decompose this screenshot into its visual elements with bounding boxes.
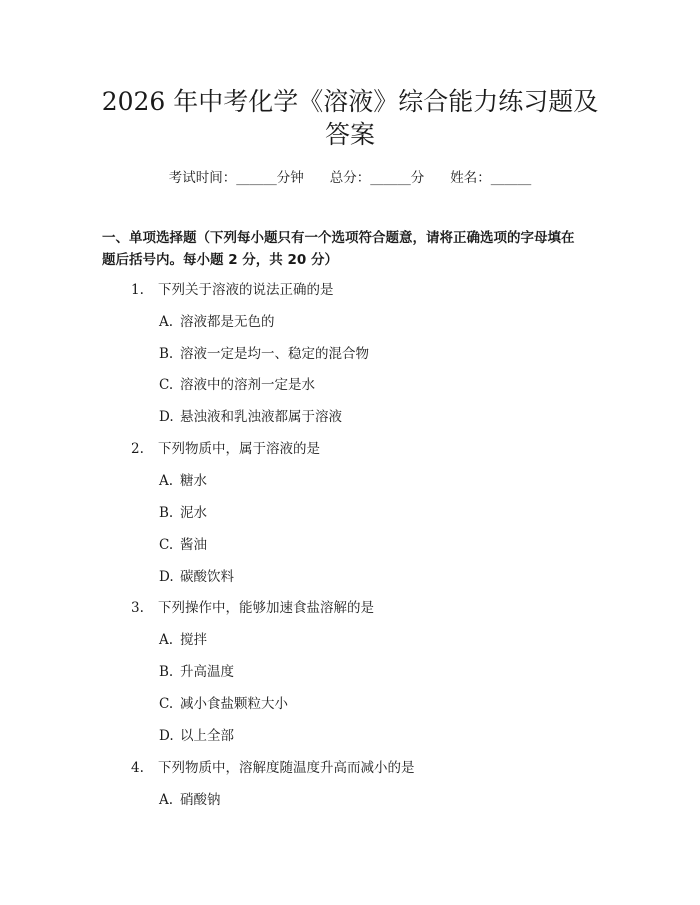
document-title-line-2: 答案 — [324, 120, 375, 149]
question-2-option-c — [159, 535, 207, 555]
question-3-option-c — [159, 694, 288, 714]
student-name-field: 姓名：______ — [450, 170, 532, 186]
option-letter: D. — [159, 409, 174, 425]
option-text: 以上全部 — [180, 728, 234, 744]
question-2 — [131, 439, 320, 459]
question-3-option-b — [159, 662, 234, 682]
question-3-option-a — [159, 630, 207, 650]
question-1-option-a — [159, 312, 275, 332]
question-3-option-d — [159, 726, 234, 746]
option-letter: A. — [159, 314, 174, 330]
option-letter: B. — [159, 505, 174, 521]
question-2-option-b — [159, 503, 207, 523]
section-heading-line-2: 题后括号内。每小题 2 分，共 20 分） — [102, 252, 338, 268]
question-1-option-b — [159, 344, 369, 364]
option-text: 糖水 — [180, 473, 207, 489]
question-1 — [131, 280, 334, 300]
question-text: 下列物质中，溶解度随温度升高而减小的是 — [158, 760, 415, 776]
option-letter: C. — [159, 696, 174, 712]
option-text: 溶液都是无色的 — [180, 314, 275, 330]
question-number: 3. — [131, 600, 144, 616]
option-text: 悬浊液和乳浊液都属于溶液 — [180, 409, 342, 425]
question-text: 下列操作中，能够加速食盐溶解的是 — [158, 600, 374, 616]
option-text: 溶液一定是均一、稳定的混合物 — [180, 346, 369, 362]
option-letter: A. — [159, 632, 174, 648]
option-text: 搅拌 — [180, 632, 207, 648]
option-text: 减小食盐颗粒大小 — [180, 696, 288, 712]
option-letter: C. — [159, 377, 174, 393]
option-letter: D. — [159, 728, 174, 744]
option-letter: B. — [159, 664, 174, 680]
question-text: 下列关于溶液的说法正确的是 — [158, 282, 334, 298]
question-2-option-a — [159, 471, 207, 491]
option-text: 酱油 — [180, 537, 207, 553]
question-number: 4. — [131, 760, 144, 776]
exam-info-line — [0, 168, 700, 188]
option-text: 碳酸饮料 — [180, 569, 234, 585]
document-title-line-1: 2026 年中考化学《溶液》综合能力练习题及 — [101, 87, 599, 116]
option-text: 泥水 — [180, 505, 207, 521]
question-number: 2. — [131, 441, 144, 457]
option-letter: A. — [159, 792, 174, 808]
section-heading-line-1: 一、单项选择题（下列每小题只有一个选项符合题意，请将正确选项的字母填在 — [102, 230, 575, 246]
option-letter: D. — [159, 569, 174, 585]
option-letter: C. — [159, 537, 174, 553]
question-2-option-d — [159, 567, 234, 587]
option-letter: B. — [159, 346, 174, 362]
question-text: 下列物质中，属于溶液的是 — [158, 441, 320, 457]
option-text: 硝酸钠 — [180, 792, 221, 808]
question-1-option-c — [159, 375, 315, 395]
exam-time-field: 考试时间：______分钟 — [168, 170, 304, 186]
question-4-option-a — [159, 790, 221, 810]
option-text: 升高温度 — [180, 664, 234, 680]
option-letter: A. — [159, 473, 174, 489]
option-text: 溶液中的溶剂一定是水 — [180, 377, 315, 393]
question-1-option-d — [159, 407, 342, 427]
question-4 — [131, 758, 415, 778]
total-score-field: 总分：______分 — [329, 170, 425, 186]
question-3 — [131, 598, 374, 618]
question-number: 1. — [131, 282, 144, 298]
